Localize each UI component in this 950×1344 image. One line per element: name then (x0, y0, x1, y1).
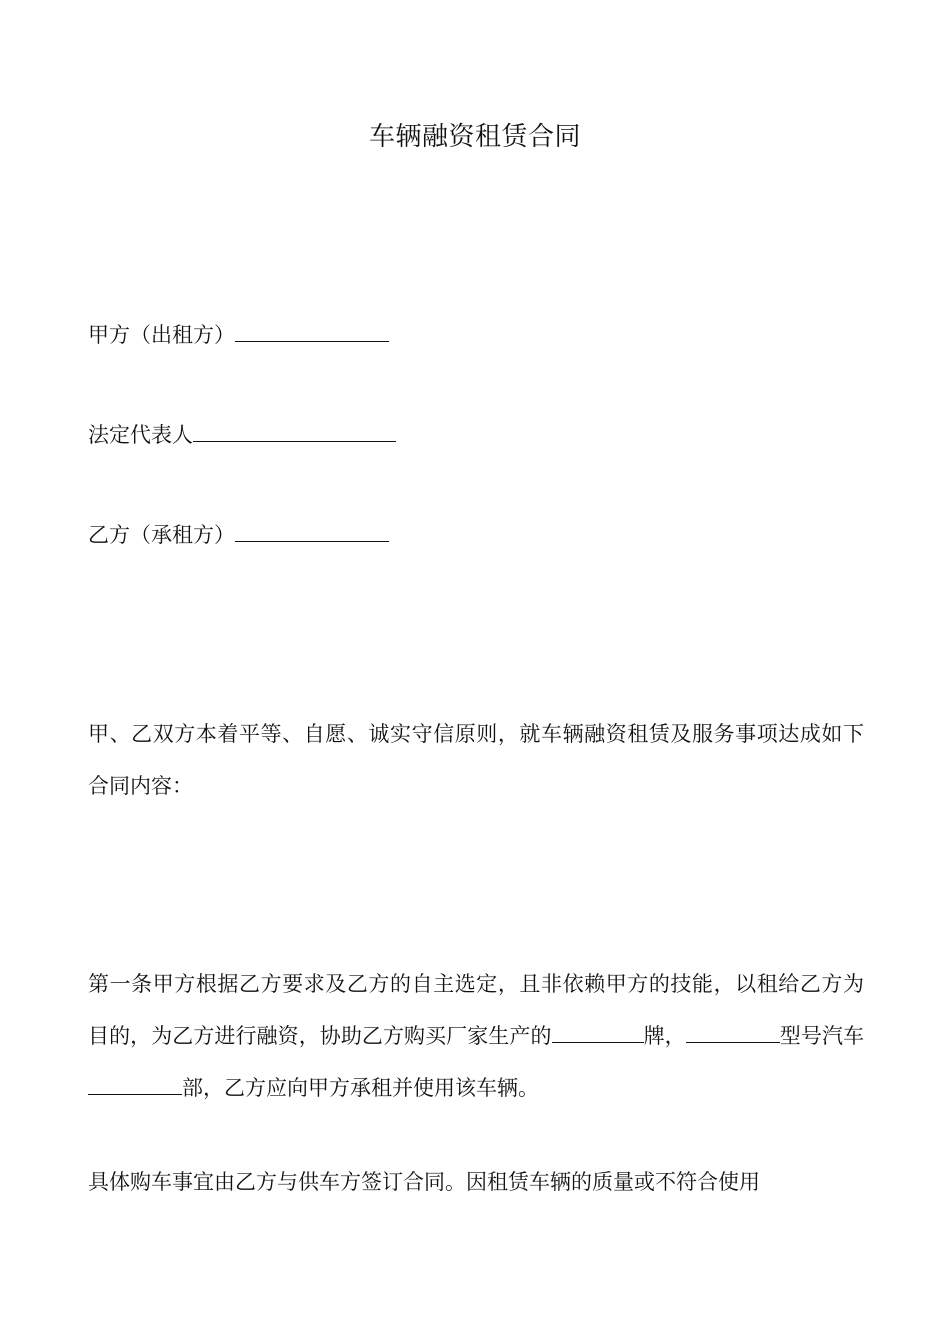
article-1-continuation: 具体购车事宜由乙方与供车方签订合同。因租赁车辆的质量或不符合使用 (88, 1170, 760, 1194)
party-b-line (88, 518, 389, 552)
legal-rep-line (88, 418, 396, 452)
model-blank[interactable] (686, 1020, 780, 1043)
party-a-line (88, 318, 389, 352)
party-a-label: 甲方（出租方） (88, 323, 235, 347)
party-b-blank[interactable] (235, 519, 389, 542)
article-1-text-4: 部，乙方应向甲方承租并使用该车辆。 (182, 1076, 539, 1100)
article-1-text-2: 牌， (643, 1024, 686, 1048)
legal-rep-label: 法定代表人 (88, 423, 193, 447)
article-1-text-3: 型号汽车 (779, 1024, 865, 1048)
quantity-blank[interactable] (88, 1072, 182, 1095)
article-1-text-1: 第一条甲方根据乙方要求及乙方的自主选定，且非依赖甲方的技能，以租给乙方为目的，为乙方进行融资，协助乙方购买厂家生产的 (88, 972, 864, 1048)
document-title: 车辆融资租赁合同 (368, 122, 581, 152)
brand-blank[interactable] (552, 1020, 644, 1043)
party-a-blank[interactable] (235, 319, 389, 342)
legal-rep-blank[interactable] (193, 419, 396, 442)
party-b-label: 乙方（承租方） (88, 523, 235, 547)
article-1-paragraph (88, 958, 864, 1114)
intro-paragraph: 甲、乙双方本着平等、自愿、诚实守信原则，就车辆融资租赁及服务事项达成如下合同内容： (88, 722, 864, 798)
